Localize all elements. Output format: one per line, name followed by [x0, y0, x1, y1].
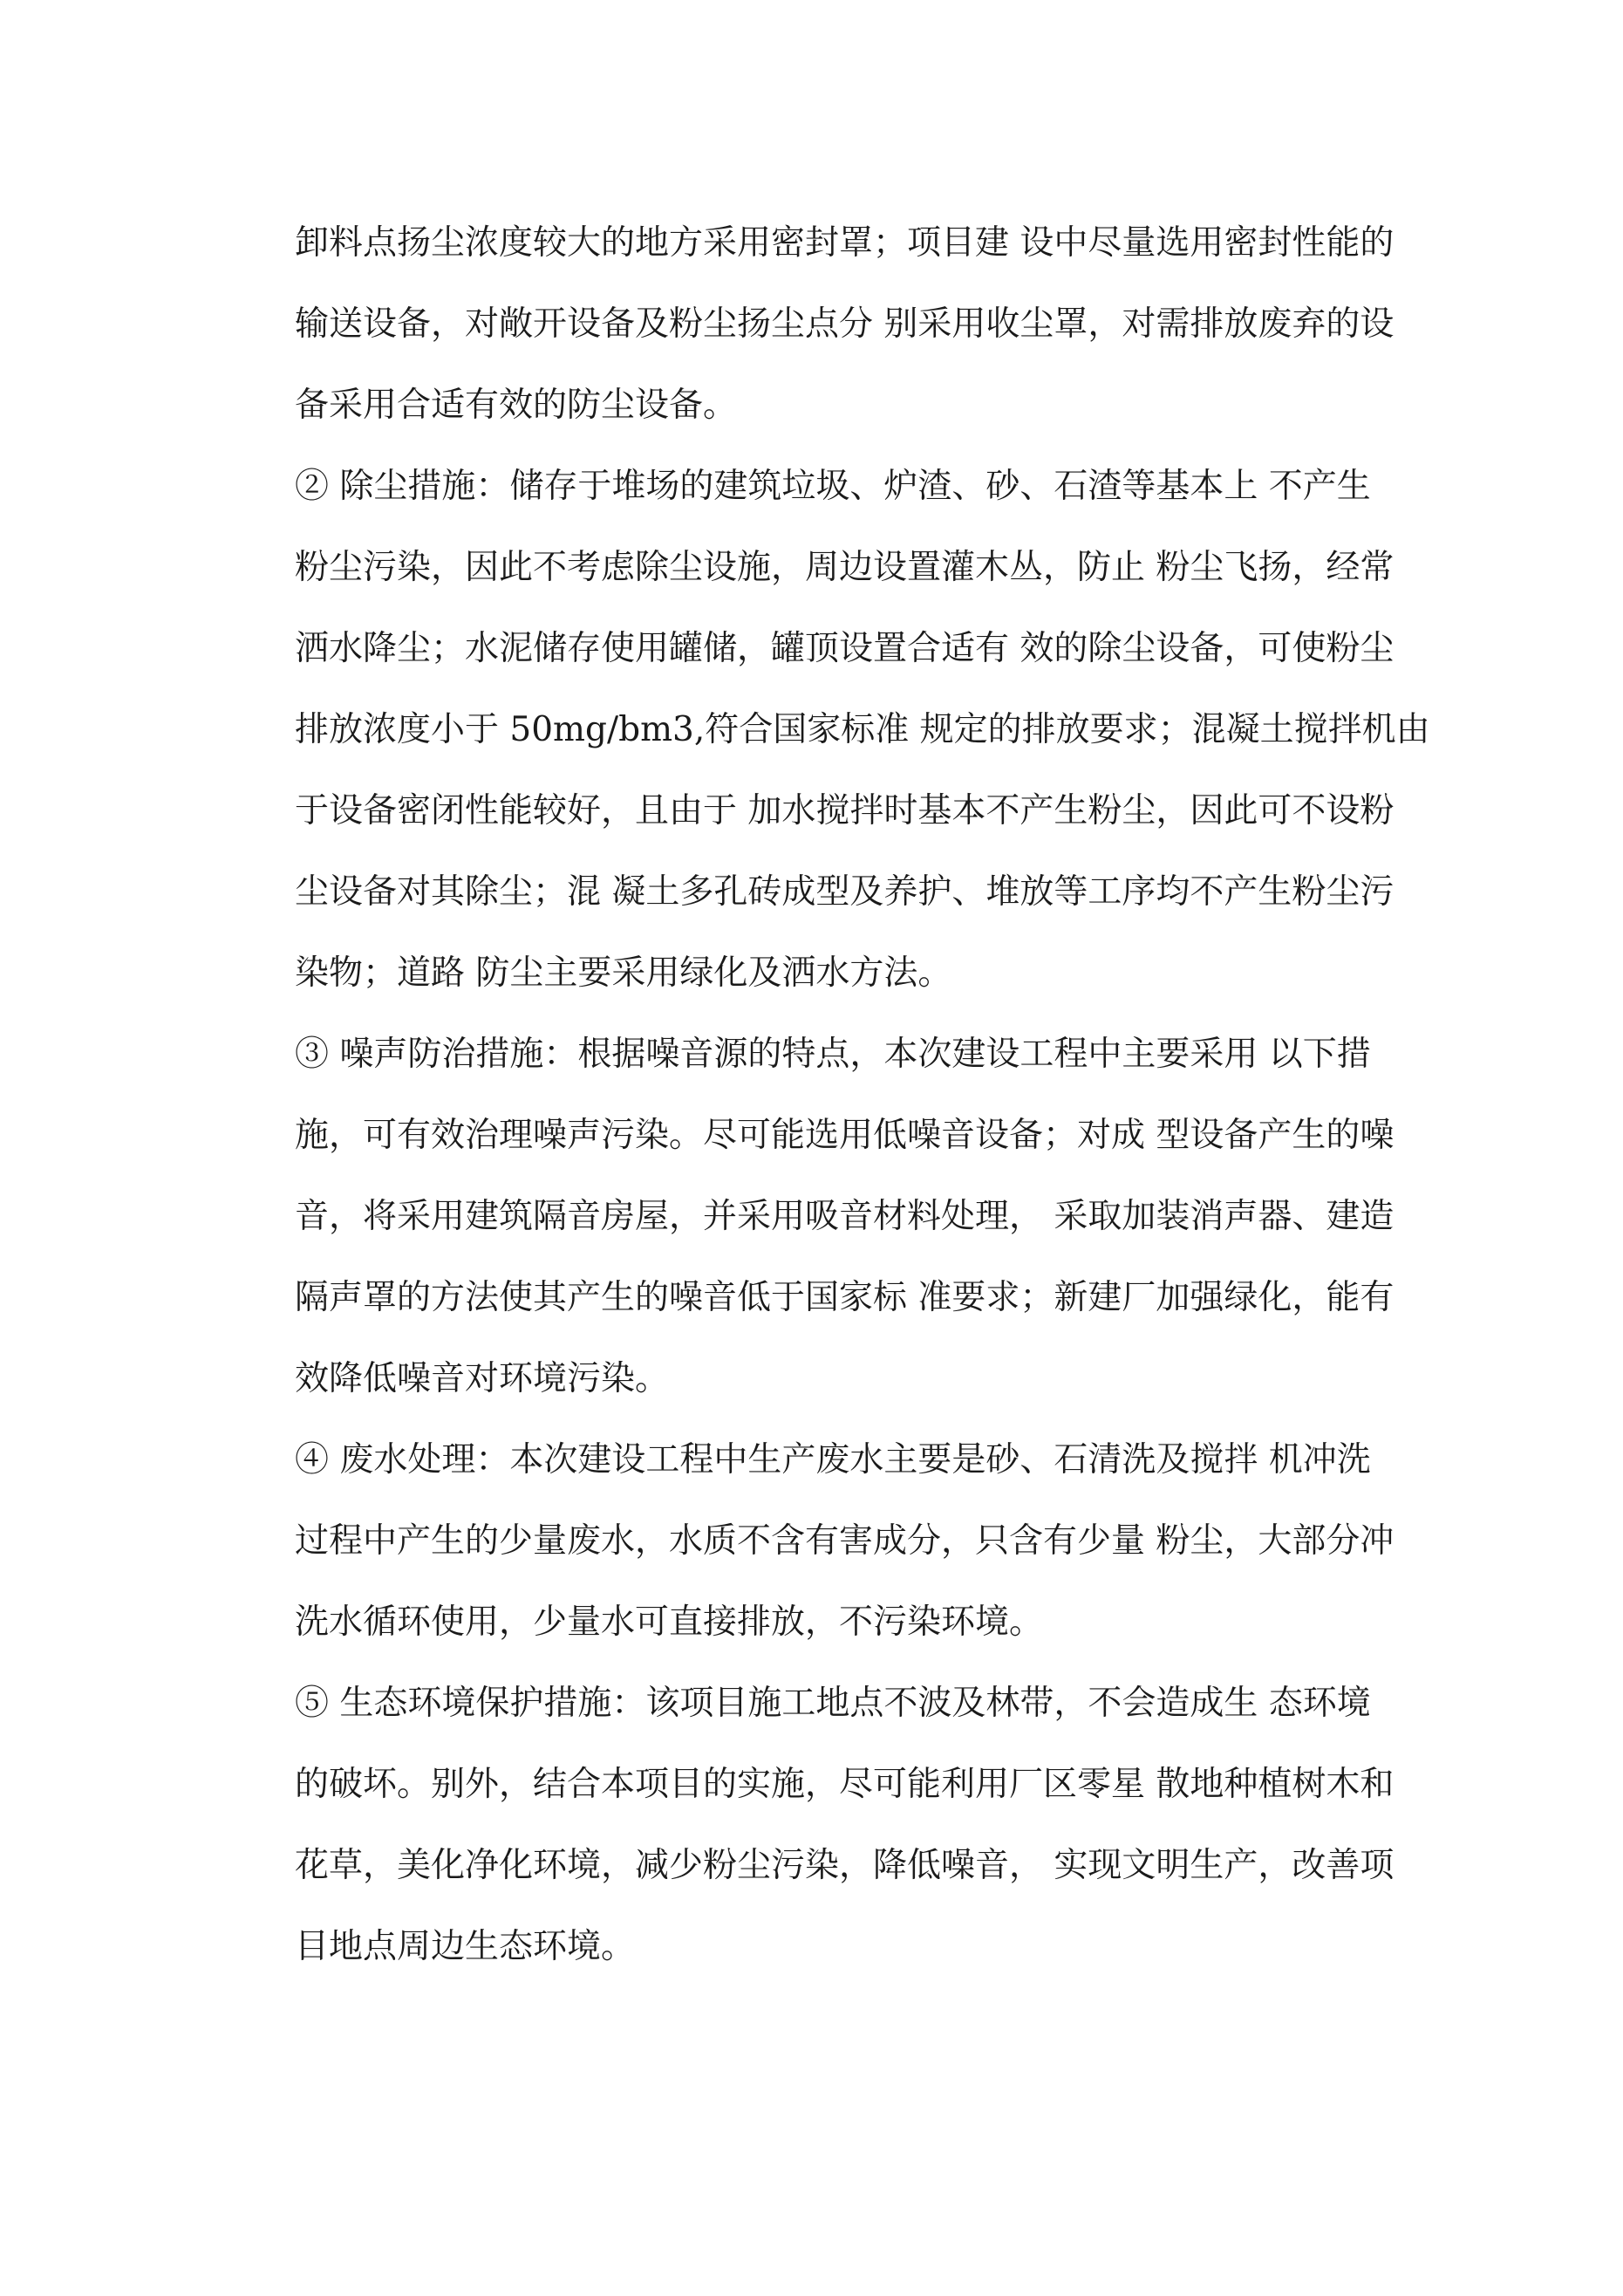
- text-line-12: 施，可有效治理噪声污染。尽可能选用低噪音设备；对成 型设备产生的噪: [295, 1116, 1395, 1155]
- text-line-19: ⑤ 生态环境保护措施：该项目施工地点不波及林带，不会造成生 态环境: [295, 1684, 1371, 1723]
- text-line-2: 输送设备，对敞开设备及粉尘扬尘点分 别采用收尘罩，对需排放废弃的设: [295, 304, 1395, 344]
- text-line-20: 的破坏。别外，结合本项目的实施，尽可能利用厂区零星 散地种植树木和: [295, 1765, 1395, 1804]
- text-line-3: 备采用合适有效的防尘设备。: [295, 386, 738, 425]
- text-line-10: 染物；道路 防尘主要采用绿化及洒水方法。: [295, 953, 952, 993]
- body-text: [295, 202, 1430, 1987]
- text-line-17: 过程中产生的少量废水，水质不含有害成分，只含有少量 粉尘，大部分冲: [295, 1521, 1395, 1561]
- text-line-14: 隔声罩的方法使其产生的噪音低于国家标 准要求；新建厂加强绿化，能有: [295, 1278, 1395, 1317]
- text-line-7: 排放浓度小于 50mg/bm3,符合国家标准 规定的排放要求；混凝土搅拌机由: [295, 710, 1430, 749]
- text-line-5: 粉尘污染，因此不考虑除尘设施，周边设置灌木丛，防止 粉尘飞扬，经常: [295, 548, 1395, 587]
- text-line-21: 花草，美化净化环境，减少粉尘污染，降低噪音， 实现文明生产，改善项: [295, 1846, 1395, 1885]
- text-line-6: 洒水降尘；水泥储存使用罐储，罐顶设置合适有 效的除尘设备，可使粉尘: [295, 629, 1395, 668]
- text-line-16: ④ 废水处理：本次建设工程中生产废水主要是砂、石清洗及搅拌 机冲洗: [295, 1440, 1371, 1479]
- text-line-1: 卸料点扬尘浓度较大的地方采用密封罩；项目建 设中尽量选用密封性能的: [295, 223, 1395, 263]
- text-line-18: 洗水循环使用，少量水可直接排放，不污染环境。: [295, 1602, 1044, 1642]
- text-line-9: 尘设备对其除尘；混 凝土多孔砖成型及养护、堆放等工序均不产生粉尘污: [295, 872, 1395, 912]
- text-line-13: 音，将采用建筑隔音房屋，并采用吸音材料处理， 采取加装消声器、建造: [295, 1197, 1395, 1236]
- text-line-22: 目地点周边生态环境。: [295, 1927, 636, 1966]
- text-line-8: 于设备密闭性能较好，且由于 加水搅拌时基本不产生粉尘，因此可不设粉: [295, 791, 1395, 830]
- text-line-15: 效降低噪音对环境污染。: [295, 1359, 670, 1398]
- text-line-4: ② 除尘措施：储存于堆场的建筑垃圾、炉渣、砂、石渣等基本上 不产生: [295, 467, 1371, 506]
- text-line-11: ③ 噪声防治措施：根据噪音源的特点，本次建设工程中主要采用 以下措: [295, 1035, 1371, 1074]
